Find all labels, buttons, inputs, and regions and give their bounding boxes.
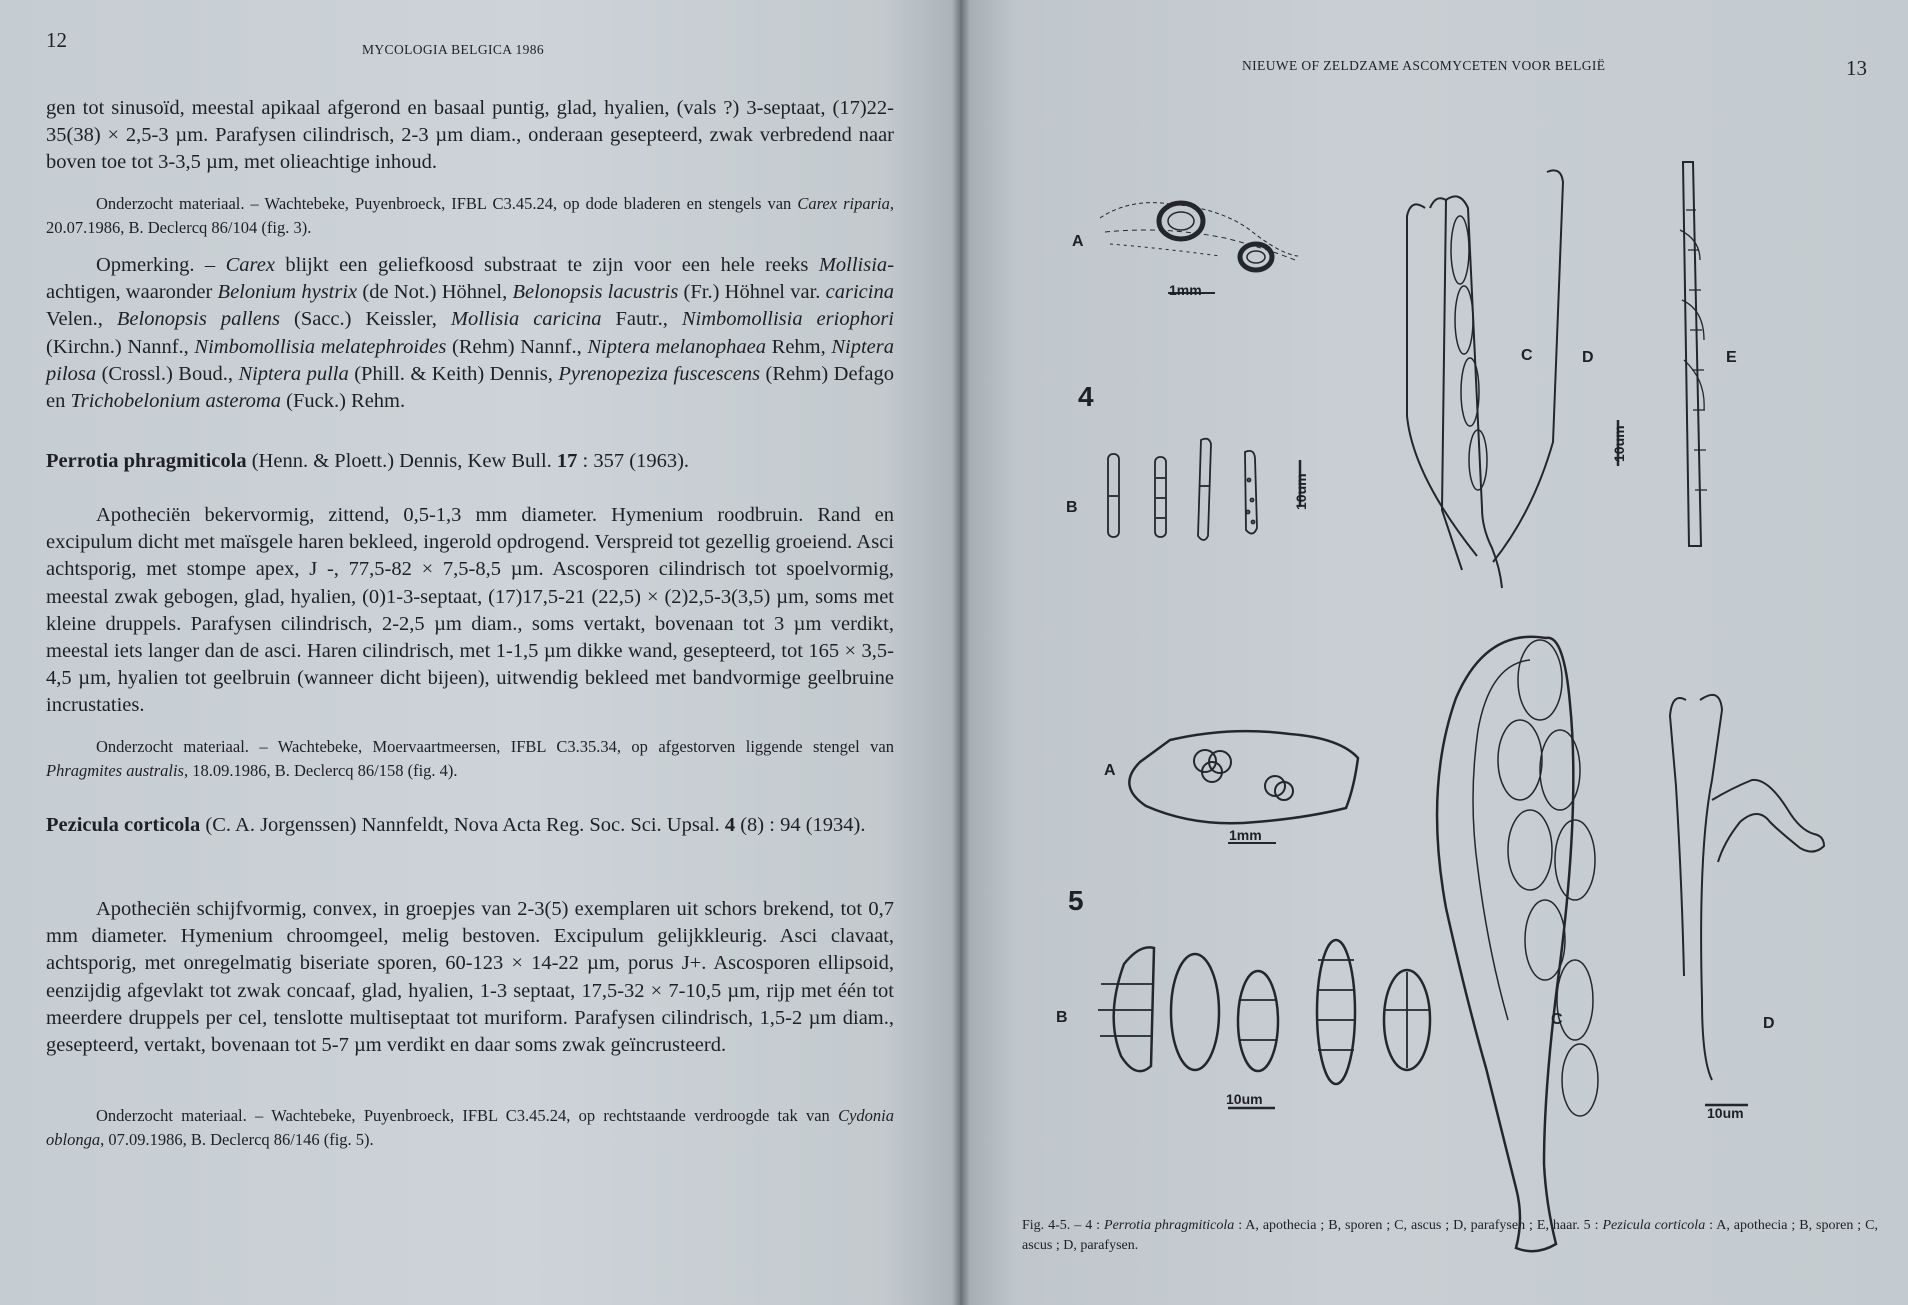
material-3: Onderzocht materiaal. – Wachtebeke, Puyenbroeck, IFBL C3.45.24, op rechtstaande verdroogde tak van Cydonia oblonga, 07.09.1986, B. Declercq 86/146 (fig. 5). [46,1106,894,1149]
fig5-number: 5 [1068,885,1084,916]
fig5-paraphyses-drawing [1670,695,1824,1105]
fig5-label-d: D [1763,1015,1775,1032]
page-number-right: 13 [1846,56,1867,80]
species-1-description: Apotheciën bekervormig, zittend, 0,5-1,3 mm diameter. Hymenium roodbruin. Rand en excipulum dicht met maïsgele haren bekleed, ingerold opdrogend. Verspreid tot gezellig groeiend. Asci achtsporig, met stompe apex, J -, 77,5-82 × 7,5-8,5 µm. Ascosporen cilindrisch tot spoelvormig, meestal zwak gebogen, glad, hyalien, (0)1-3-septaat, (17)17,5-21 (22,5) × (2)2,5-3(3,5) µm, soms met kleine druppels. Parafysen cilindrisch, 2-2,5 µm diam., soms vertakt, bovenaan tot 3 µm verdikt, meestal iets langer dan de asci. Haren cilindrisch, met 1-1,5 µm dikke wand, gesepteerd, tot 165 × 3,5-4,5 µm, hyalien tot geelbruin (wanneer dicht bijeen), uitwendig bekleed met bandvormige geelbruine incrustaties. [46,504,894,717]
fig4-scale-b: 10um [1293,473,1309,510]
fig4-ascus-drawing [1407,170,1618,588]
fig5-spores-drawing [1098,940,1430,1108]
species-2-description: Apotheciën schijfvormig, convex, in groepjes van 2-3(5) exemplaren uit schors brekend, tot 0,7 mm diameter. Hymenium chroomgeel, melig bestoven. Excipulum gelijkkleurig. Asci clavaat, achtsporig, met onregelmatig biseriate sporen, 60-123 × 14-22 µm, porus J+. Ascosporen ellipsoid, eenzijdig afgevlakt tot zwak concaaf, glad, hyalien, 1-3 septaat, 17,5-32 × 7-10,5 µm, rijp met één tot meerdere druppels per cel, tenslotte multiseptaat tot muriform. Parafysen cilindrisch, 1,5-2 µm diam., gesepteerd, vertakt, bovenaan tot 5-7 µm verdikt en daar soms zwak geïncrusteerd. [46,898,894,1057]
remark-paragraph: Opmerking. – Carex blijkt een geliefkoosd substraat te zijn voor een hele reeks Mollisia-achtigen, waaronder Belonium hystrix (de Not.) Höhnel, Belonopsis lacustris (Fr.) Höhnel var. caricina Velen., Belonopsis pallens (Sacc.) Keissler, Mollisia caricina Fautr., Nimbomollisia eriophori (Kirchn.) Nannf., Nimbomollisia melatephroides (Rehm) Nannf., Niptera melanophaea Rehm, Niptera pilosa (Crossl.) Boud., Niptera pulla (Phill. & Keith) Dennis, Pyrenopeziza fuscescens (Rehm) Defago en Trichobelonium asteroma (Fuck.) Rehm. [46,254,895,413]
material-1: Onderzocht materiaal. – Wachtebeke, Puyenbroeck, IFBL C3.45.24, op dode bladeren en stengels van Carex riparia, 20.07.1986, B. Declercq 86/104 (fig. 3). [46,194,894,237]
intro-paragraph: gen tot sinusoïd, meestal apikaal afgerond en basaal puntig, glad, hyalien, (vals ?) 3-septaat, (17)22-35(38) × 2,5-3 µm. Parafysen cilindrisch, 2-3 µm diam., onderaan gesepteerd, zwak verbredend naar boven toe tot 3-3,5 µm, met olieachtige inhoud. [46,97,894,174]
species-1-heading: Perrotia phragmiticola (Henn. & Ploett.) Dennis, Kew Bull. 17 : 357 (1963). [46,450,690,472]
fig4-apothecia-drawing [1100,203,1298,293]
fig5-label-c: C [1551,1011,1563,1028]
figure-caption: Fig. 4-5. – 4 : Perrotia phragmiticola : A, apothecia ; B, sporen ; C, ascus ; D, parafysen ; E, haar. 5 : Pezicula corticola : A, apothecia ; B, sporen ; C, ascus ; D, parafysen. [1022,1218,1878,1253]
fig4-scale-cde: 10um [1611,425,1627,462]
fig4-spores-drawing [1108,439,1300,540]
fig5-scale-a: 1mm [1229,827,1262,843]
running-head-right: NIEUWE OF ZELDZAME ASCOMYCETEN VOOR BELGIË [1242,58,1606,73]
fig4-number: 4 [1078,381,1094,412]
fig4-label-b: B [1066,499,1078,516]
fig4-label-d: D [1582,349,1594,366]
fig4-label-c: C [1521,347,1533,364]
species-2-name: Pezicula corticola [46,814,201,836]
fig5-label-a: A [1104,762,1116,779]
fig4-scale-a: 1mm [1169,282,1202,298]
material-2: Onderzocht materiaal. – Wachtebeke, Moervaartmeersen, IFBL C3.35.34, op afgestorven liggende stengel van Phragmites australis, 18.09.1986, B. Declercq 86/158 (fig. 4). [46,737,894,780]
fig5-scale-b: 10um [1226,1091,1263,1107]
species-1-name: Perrotia phragmiticola [46,450,247,472]
fig5-label-b: B [1056,1009,1068,1026]
fig5-ascus-drawing [1437,637,1598,1251]
fig4-hair-drawing [1680,162,1707,546]
page-number-left: 12 [46,28,67,52]
fig4-label-a: A [1072,233,1084,250]
fig4-label-e: E [1726,349,1737,366]
species-2-heading: Pezicula corticola (C. A. Jorgenssen) Nannfeldt, Nova Acta Reg. Soc. Sci. Upsal. 4 (8) : 94 (1934). [46,814,866,836]
fig5-scale-cd: 10um [1707,1105,1744,1121]
running-head-left: MYCOLOGIA BELGICA 1986 [362,42,545,57]
